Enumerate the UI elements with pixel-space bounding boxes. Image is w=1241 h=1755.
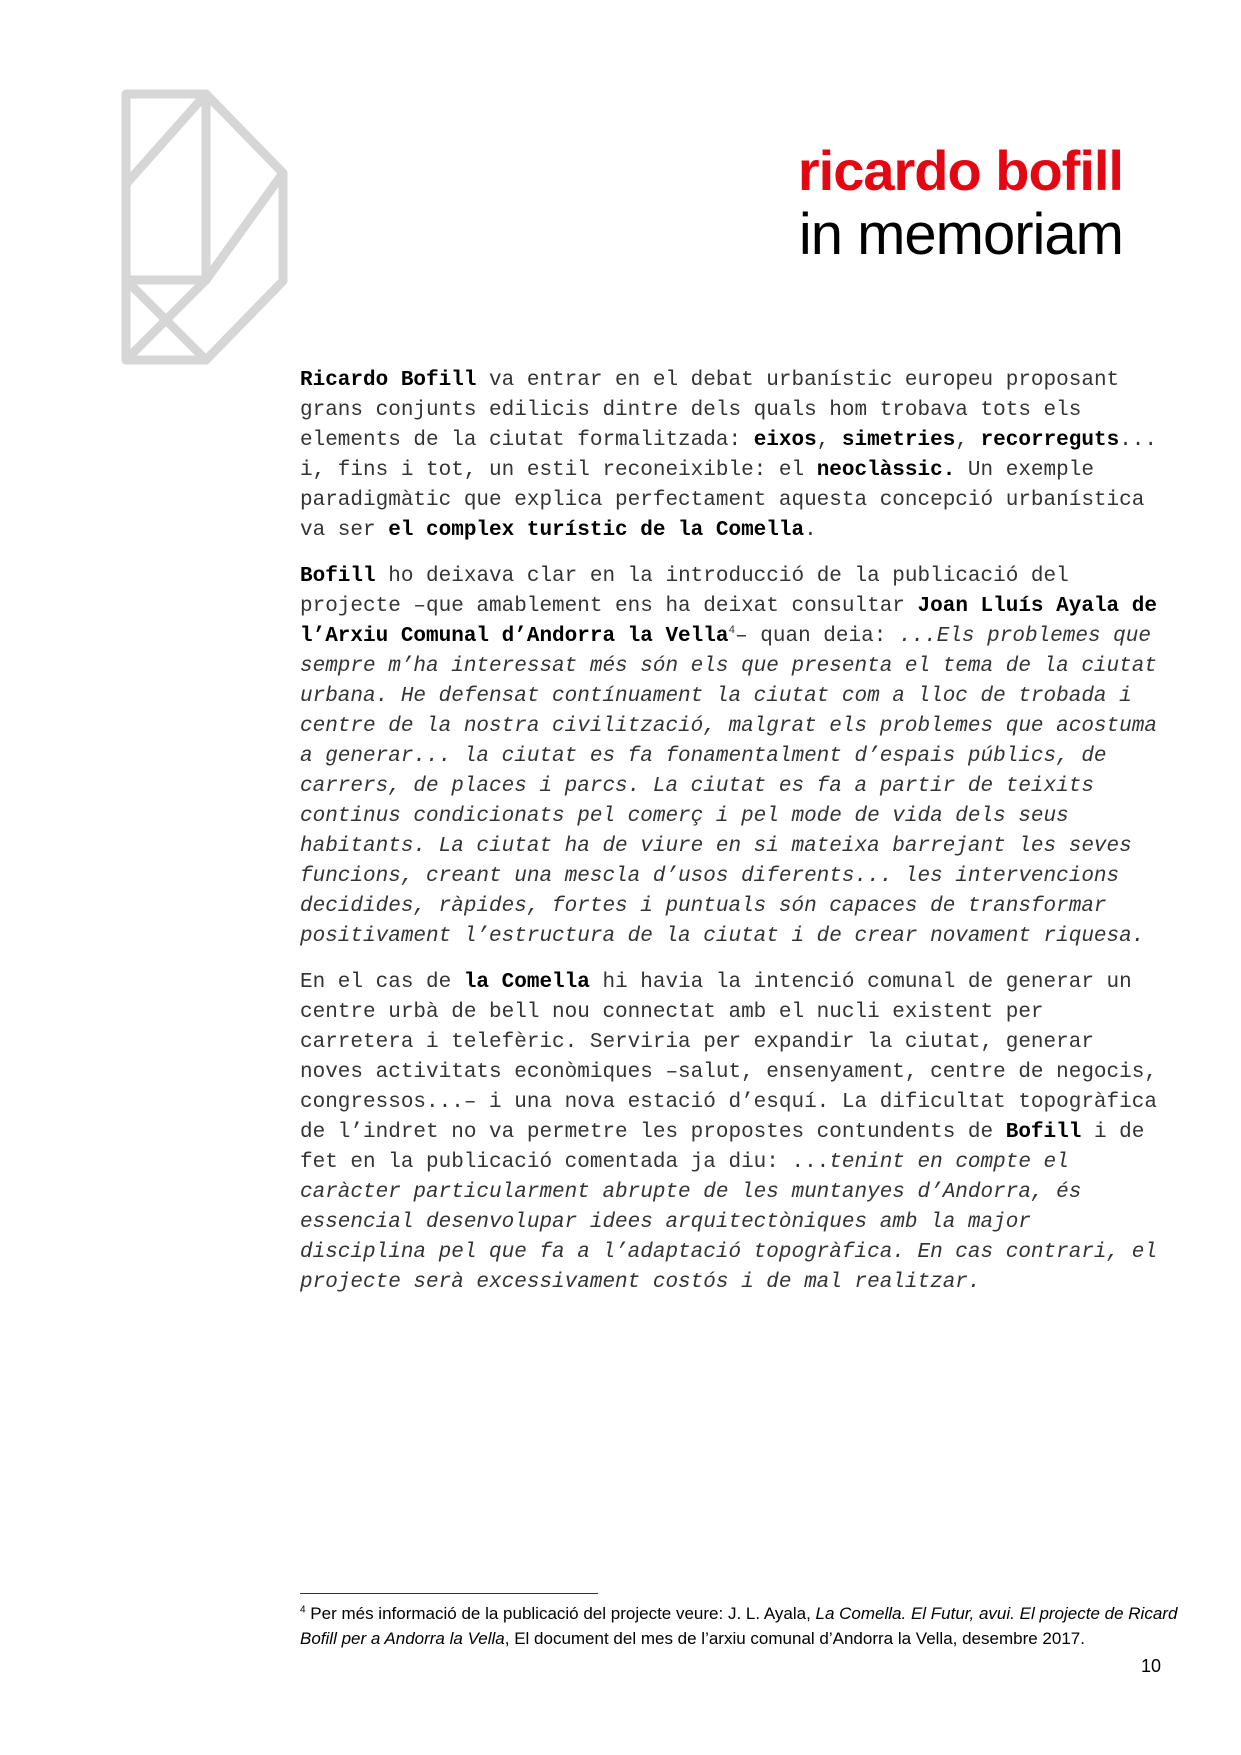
text-run: Bofill [1005,1121,1082,1144]
paragraph [300,562,1160,952]
footnote-ref: 4 [728,625,736,637]
logo-icon [118,86,318,368]
text-run: simetries [841,429,956,452]
title-name: ricardo bofill [797,139,1123,202]
text-run: tenint en compte el caràcter particularment abrupte de les muntanyes d’Andorra, és essencial desenvolupar idees arquitectòniques amb la major disciplina pel que fa a l’adaptació topogràfica. En cas contrari, el projecte serà excessivament costós i de mal realitzar. [300,1151,1157,1294]
text-run: la Comella [463,971,590,994]
text-run: ho deixava clar en la introducció de la publicació del projecte –que amablement ens ha deixat consultar [300,565,1069,618]
text-run: Joan Lluís Ayala de l’Arxiu Comunal d’Andorra la Vella [300,595,1157,648]
page-number: 10 [1140,1656,1161,1676]
text-run: neoclàssic. [816,459,956,482]
text-run: ...Els problemes que sempre m’ha interessat més són els que presenta el tema de la ciutat urbana. He defensat contínuament la ciutat com a lloc de trobada i centre de la nostra civilització, malgrat els problemes que acostuma a generar... la ciutat es fa fonamentalment d’espais públics, de carrers, de places i parcs. La ciutat es fa a partir de teixits continus condicionats pel comerç i pel mode de vida dels seus habitants. La ciutat ha de viure en si mateixa barrejant les seves funcions, creant una mescla d’usos diferents... les intervencions decidides, ràpides, fortes i puntuals són capaces de transformar positivament l’estructura de la ciutat i de crear novament riquesa. [300,625,1157,948]
text-run: el complex turístic de la Comella [388,519,805,542]
footnote-ref: 4 [300,1604,306,1616]
text-run: ... i, fins i tot, un estil reconeixible: el [300,429,1157,482]
text-run: va entrar en el debat urbanístic europeu proposant grans conjunts edilicis dintre dels quals hom trobava tots els elements de la ciutat formalitzada: [300,369,1120,452]
text-run: recorreguts [980,429,1120,452]
text-run: eixos [753,429,817,452]
paragraph [300,968,1160,1298]
text-run: , El document del mes de l’arxiu comunal d’Andorra la Vella, desembre 2017. [504,1629,1085,1648]
text-run: Bofill [300,565,376,588]
text-run: Per més informació de la publicació del projecte veure: J. L. Ayala, [305,1604,816,1623]
footnote-divider [300,1593,598,1594]
text-run: La Comella. El Futur, avui. El projecte de Ricard Bofill per a Andorra la Vella [300,1604,1178,1648]
text-run: Un exemple paradigmàtic que explica perfectament aquesta concepció urbanística va ser [300,459,1145,542]
paragraph [300,366,1160,546]
text-run: hi havia la intenció comunal de generar un centre urbà de bell nou connectat amb el nucli existent per carretera i telefèric. Serviria per expandir la ciutat, generar noves activitats econòmiques –salut, ensenyament, centre de negocis, congressos...– i una nova estació d’esquí. La dificultat topogràfica de l’indret no va permetre les propostes contundents de [300,971,1157,1144]
page-title [798,141,1123,269]
text-run: – quan deia: [735,625,899,648]
article-body [300,366,1160,1314]
text-run: i de fet en la publicació comentada ja diu: ... [300,1121,1145,1174]
text-run: , [955,429,981,452]
text-run: . [804,519,817,542]
text-run: En el cas de [300,971,464,994]
text-run: , [816,429,842,452]
text-run: Ricardo Bofill [300,369,477,392]
footnote [300,1601,1180,1651]
title-subtitle: in memoriam [798,202,1123,267]
